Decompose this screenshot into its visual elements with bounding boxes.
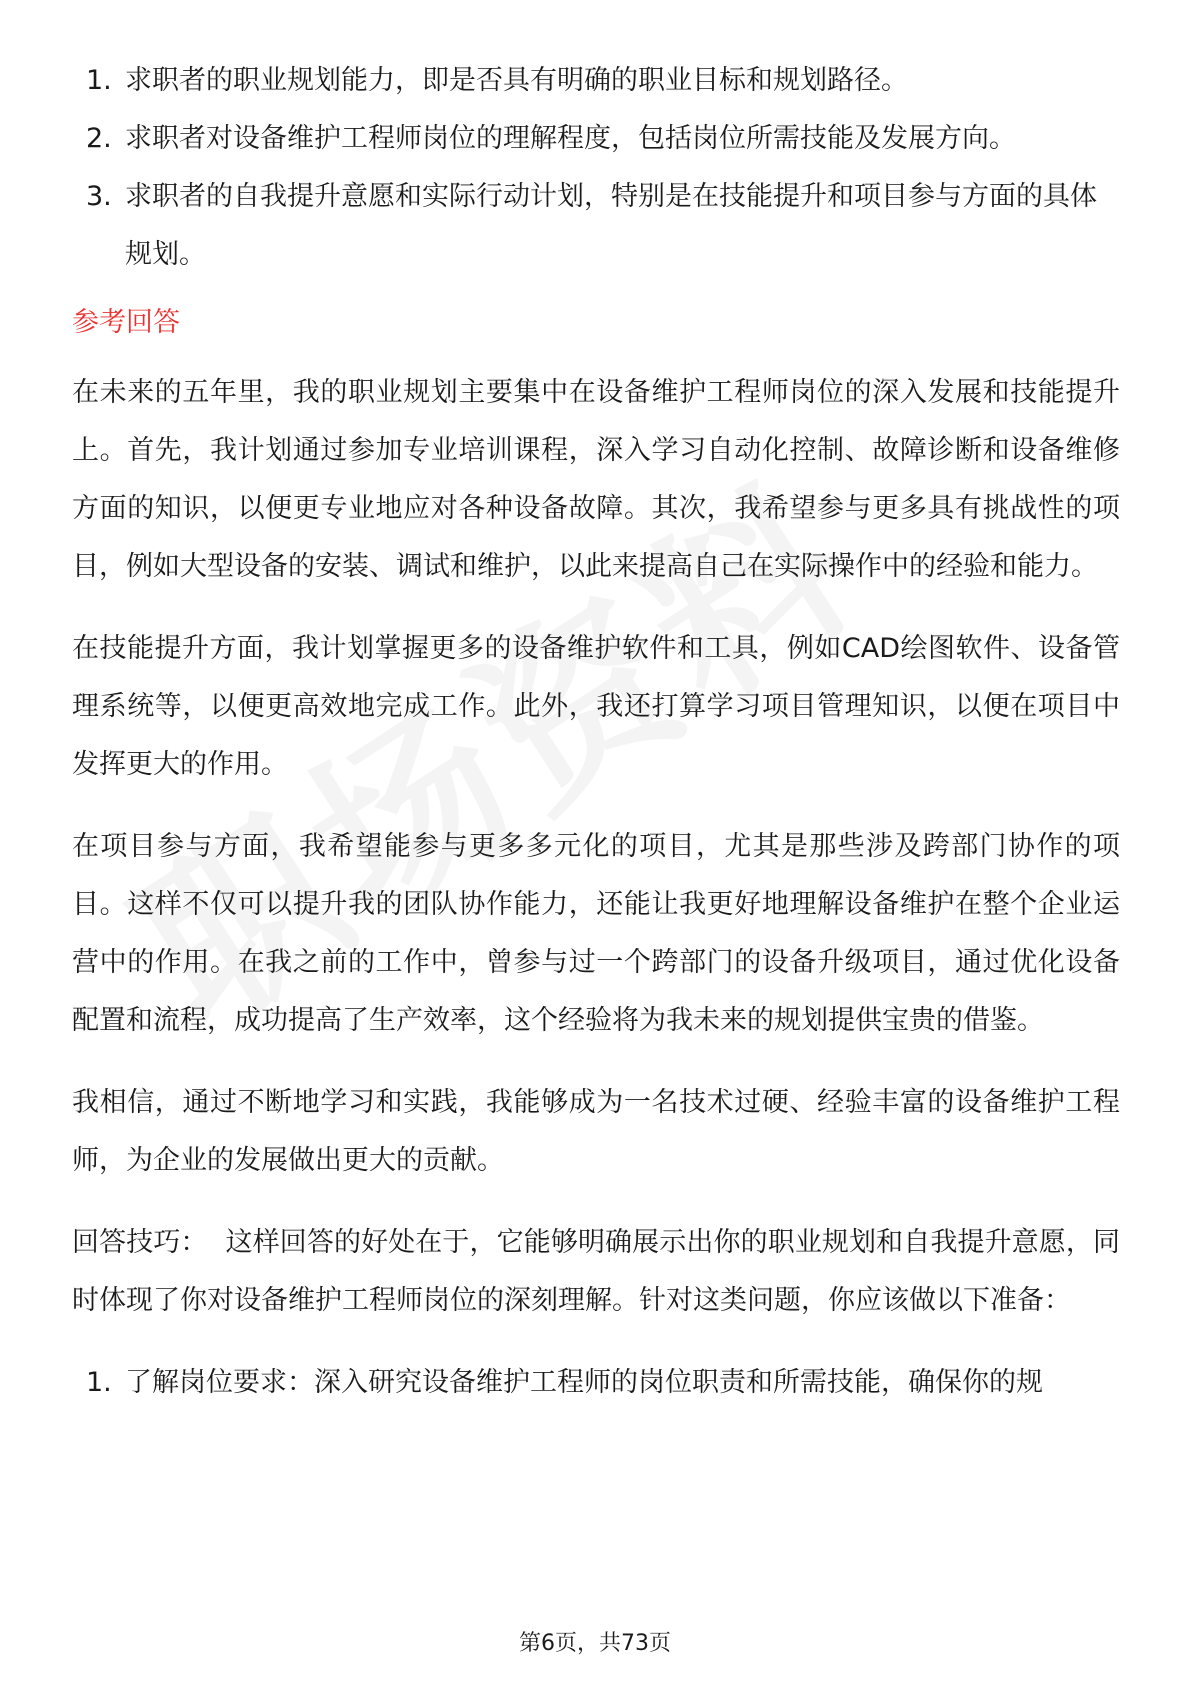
list-item bbox=[72, 110, 1120, 168]
list-text: 求职者的自我提升意愿和实际行动计划，特别是在技能提升和项目参与方面的具体规划。 bbox=[125, 181, 1097, 270]
tips-list bbox=[72, 1354, 1120, 1412]
list-text: 了解岗位要求：深入研究设备维护工程师的岗位职责和所需技能，确保你的规 bbox=[125, 1367, 1043, 1398]
list-text: 求职者的职业规划能力，即是否具有明确的职业目标和规划路径。 bbox=[125, 65, 908, 96]
list-number: 1. bbox=[86, 1367, 112, 1398]
list-number: 1. bbox=[86, 65, 112, 96]
page-content bbox=[72, 52, 1120, 1412]
list-text: 求职者对设备维护工程师岗位的理解程度，包括岗位所需技能及发展方向。 bbox=[125, 123, 1016, 154]
answer-paragraph: 在项目参与方面，我希望能参与更多多元化的项目，尤其是那些涉及跨部门协作的项目。这样不仅可以提升我的团队协作能力，还能让我更好地理解设备维护在整个企业运营中的作用。在我之前的工作中，曾参与过一个跨部门的设备升级项目，通过优化设备配置和流程，成功提高了生产效率，这个经验将为我未来的规划提供宝贵的借鉴。 bbox=[72, 831, 1120, 1036]
tips-text: 这样回答的好处在于，它能够明确展示出你的职业规划和自我提升意愿，同时体现了你对设备维护工程师岗位的深刻理解。针对这类问题，你应该做以下准备： bbox=[72, 1227, 1121, 1316]
list-number: 2. bbox=[86, 123, 112, 154]
list-number: 3. bbox=[86, 181, 112, 212]
intro-list bbox=[72, 52, 1120, 284]
list-item bbox=[72, 168, 1120, 284]
page-footer: 第6页，共73页 bbox=[519, 1631, 671, 1656]
answer-paragraph: 在未来的五年里，我的职业规划主要集中在设备维护工程师岗位的深入发展和技能提升上。首先，我计划通过参加专业培训课程，深入学习自动化控制、故障诊断和设备维修方面的知识，以便更专业地应对各种设备故障。其次，我希望参与更多具有挑战性的项目，例如大型设备的安装、调试和维护，以此来提高自己在实际操作中的经验和能力。 bbox=[72, 377, 1120, 582]
list-item bbox=[72, 1354, 1120, 1412]
tips-label: 回答技巧： bbox=[72, 1227, 208, 1258]
list-item bbox=[72, 52, 1120, 110]
reference-heading: 参考回答 bbox=[72, 307, 180, 338]
tips-paragraph bbox=[72, 1214, 1120, 1330]
answer-paragraph: 我相信，通过不断地学习和实践，我能够成为一名技术过硬、经验丰富的设备维护工程师，为企业的发展做出更大的贡献。 bbox=[72, 1087, 1120, 1176]
answer-paragraph: 在技能提升方面，我计划掌握更多的设备维护软件和工具，例如CAD绘图软件、设备管理系统等，以便更高效地完成工作。此外，我还打算学习项目管理知识，以便在项目中发挥更大的作用。 bbox=[72, 633, 1120, 780]
